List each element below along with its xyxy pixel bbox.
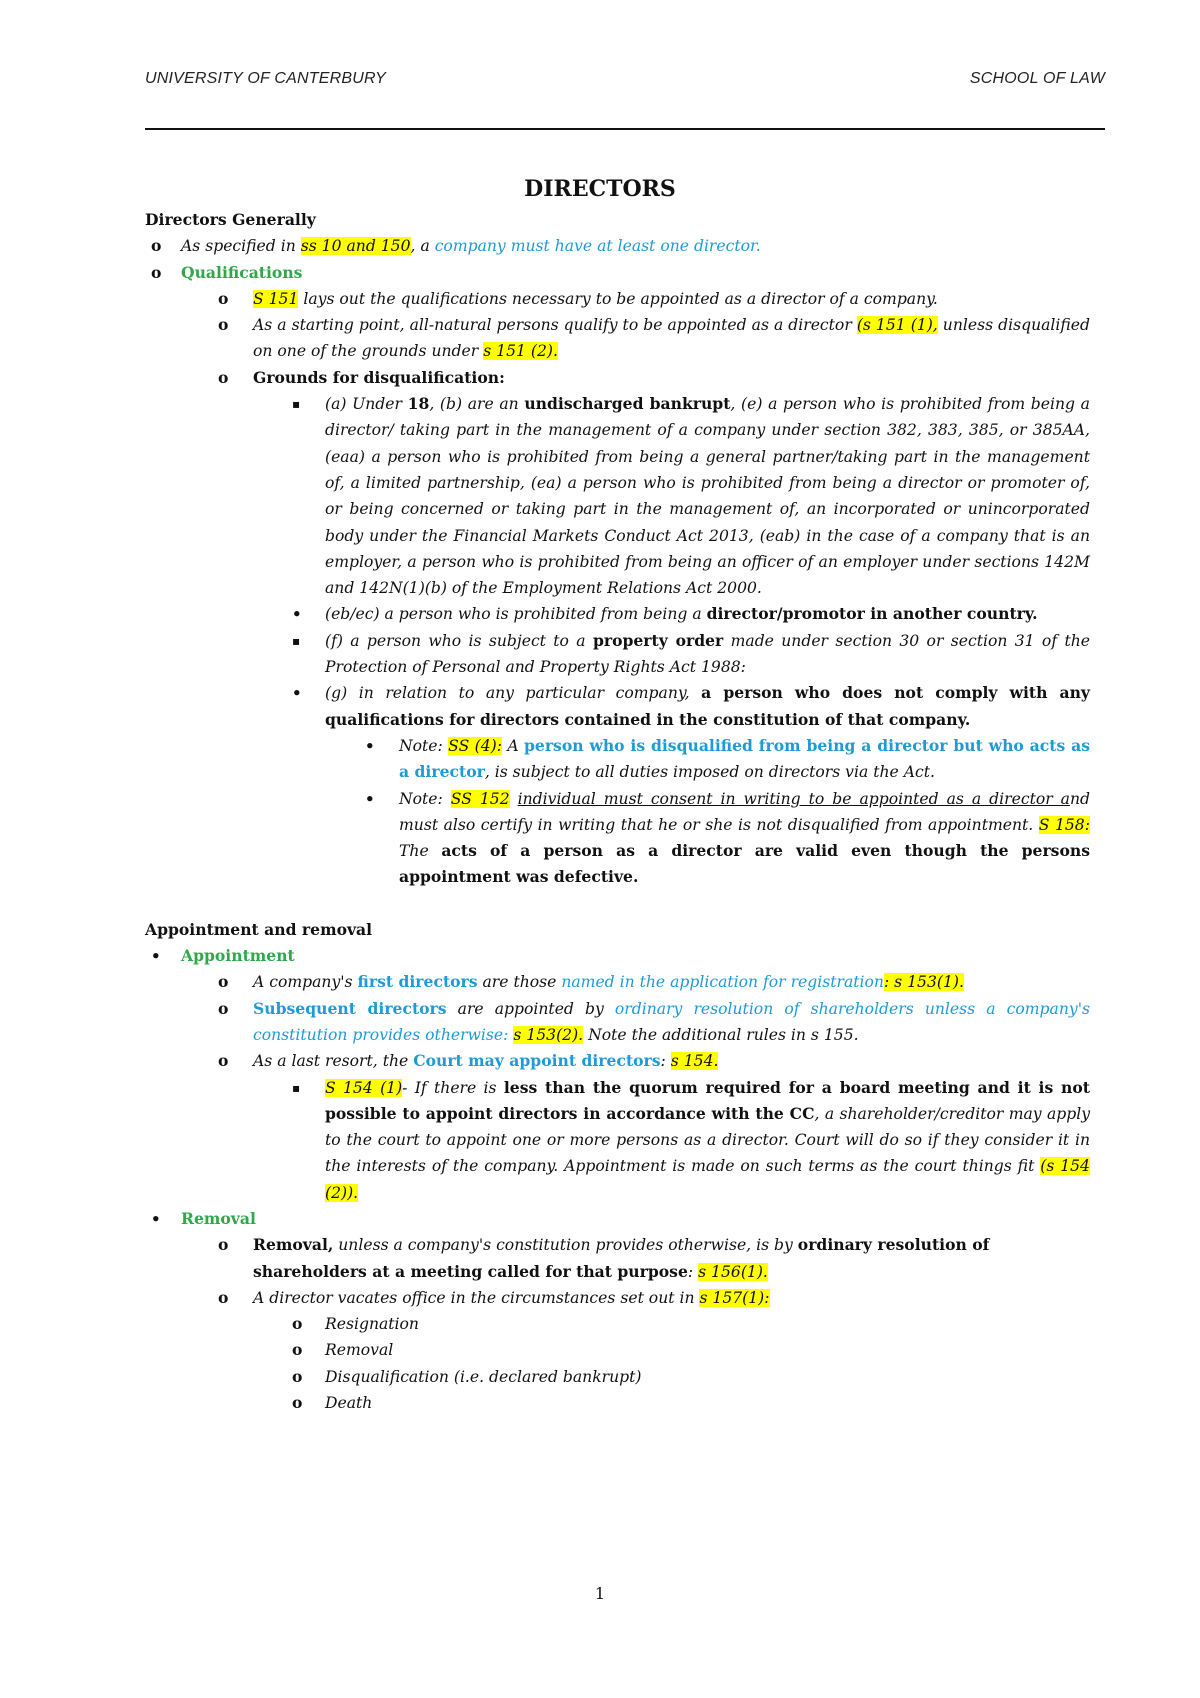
list-item-last-resort: o As a last resort, the Court may appoint directors: s 154. <box>145 1048 1090 1074</box>
list-item-starting-point: o As a starting point, all-natural persons qualify to be appointed as a director (s 151 (1), unless disqualified on one of the grounds under s 151 (2). <box>145 312 1090 365</box>
dot-bullet-icon: • <box>151 947 161 966</box>
spacer <box>145 891 1090 917</box>
list-item-note-ss152: • Note: SS 152 individual must consent in writing to be appointed as a director and must also certify in writing that he or she is not disqualified from appointment. S 158: The acts of a person as a director are valid even though the persons appointment was defective. <box>145 786 1090 891</box>
list-item-removal: • Removal <box>145 1206 1090 1232</box>
circle-bullet-icon: o <box>292 1314 303 1334</box>
list-item-qualifications: o Qualifications <box>145 260 1090 286</box>
dot-bullet-icon: • <box>292 605 302 624</box>
document-body <box>145 207 1090 1416</box>
list-item-ground-eb: • (eb/ec) a person who is prohibited from being a director/promotor in another country. <box>145 601 1090 627</box>
square-bullet-icon: ▪ <box>292 633 301 648</box>
list-item-spec: o As specified in ss 10 and 150, a company must have at least one director. <box>145 233 1090 259</box>
square-bullet-icon: ▪ <box>292 397 301 412</box>
list-item-note-ss4: • Note: SS (4): A person who is disqualified from being a director but who acts as a director, is subject to all duties imposed on directors via the Act. <box>145 733 1090 786</box>
section-heading-directors-generally: Directors Generally <box>145 210 316 229</box>
circle-bullet-icon: o <box>151 262 162 282</box>
list-item-removal-rule: o Removal, unless a company's constitution provides otherwise, is by ordinary resolution of shareholders at a meeting called for that purpose: s 156(1). <box>145 1232 1090 1285</box>
list-item-ground-a: ▪ (a) Under 18, (b) are an undischarged bankrupt, (e) a person who is prohibited from being a director/ taking part in the management of a company under section 382, 383, 385, or 385AA, (eaa) a person who is prohibited from being a general partner/taking part in the management of, a limited partnership, (ea) a person who is prohibited from being a director or promoter of, or being concerned or taking part in the management of, an incorporated or unincorporated body under the Financial Markets Conduct Act 2013, (eab) in the case of a company that is an employer, a person who is prohibited from being an officer of an employer under sections 142M and 142N(1)(b) of the Employment Relations Act 2000. <box>145 391 1090 601</box>
section-heading-appointment-removal: Appointment and removal <box>145 919 373 939</box>
list-item-subsequent-directors: o Subsequent directors are appointed by ordinary resolution of shareholders unless a company's constitution provides otherwise: s 153(2). Note the additional rules in s 155. <box>145 996 1090 1049</box>
list-item-vacate-reason: o Resignation <box>145 1311 1090 1337</box>
circle-bullet-icon: o <box>218 1287 229 1307</box>
circle-bullet-icon: o <box>218 1051 229 1071</box>
circle-bullet-icon: o <box>218 998 229 1018</box>
list-item-grounds: o Grounds for disqualification: <box>145 365 1090 391</box>
dot-bullet-icon: • <box>365 736 375 755</box>
list-item-s151: o S 151 lays out the qualifications necessary to be appointed as a director of a company. <box>145 286 1090 312</box>
dot-bullet-icon: • <box>151 1209 161 1228</box>
circle-bullet-icon: o <box>151 236 162 256</box>
dot-bullet-icon: • <box>292 684 302 703</box>
list-item-ground-g: • (g) in relation to any particular company, a person who does not comply with any qualifications for directors contained in the constitution of that company. <box>145 680 1090 733</box>
circle-bullet-icon: o <box>218 288 229 308</box>
list-item-vacate-reason: o Removal <box>145 1337 1090 1363</box>
circle-bullet-icon: o <box>218 1235 229 1255</box>
circle-bullet-icon: o <box>292 1366 303 1386</box>
list-item-ground-f: ▪ (f) a person who is subject to a property order made under section 30 or section 31 of the Protection of Personal and Property Rights Act 1988: <box>145 628 1090 681</box>
circle-bullet-icon: o <box>218 972 229 992</box>
circle-bullet-icon: o <box>292 1393 303 1413</box>
header-rule <box>145 128 1105 130</box>
list-item-appointment: • Appointment <box>145 943 1090 969</box>
dot-bullet-icon: • <box>365 789 375 808</box>
circle-bullet-icon: o <box>218 367 229 387</box>
square-bullet-icon: ▪ <box>292 1080 301 1095</box>
list-item-vacate-reason: o Disqualification (i.e. declared bankrupt) <box>145 1364 1090 1390</box>
page-title: DIRECTORS <box>524 176 676 202</box>
list-item-first-directors: o A company's first directors are those named in the application for registration: s 153(1). <box>145 969 1090 995</box>
header-right: SCHOOL OF LAW <box>969 70 1105 87</box>
header-left: UNIVERSITY OF CANTERBURY <box>145 70 386 87</box>
list-item-s154-1: ▪ S 154 (1)- If there is less than the quorum required for a board meeting and it is not possible to appoint directors in accordance with the CC, a shareholder/creditor may apply to the court to appoint one or more persons as a director. Court will do so if they consider it in the interests of the company. Appointment is made on such terms as the court things fit (s 154 (2)). <box>145 1075 1090 1206</box>
list-item-vacates-office: o A director vacates office in the circumstances set out in s 157(1): <box>145 1285 1090 1311</box>
page-number: 1 <box>594 1584 606 1603</box>
circle-bullet-icon: o <box>218 315 229 335</box>
list-item-vacate-reason: o Death <box>145 1390 1090 1416</box>
circle-bullet-icon: o <box>292 1340 303 1360</box>
